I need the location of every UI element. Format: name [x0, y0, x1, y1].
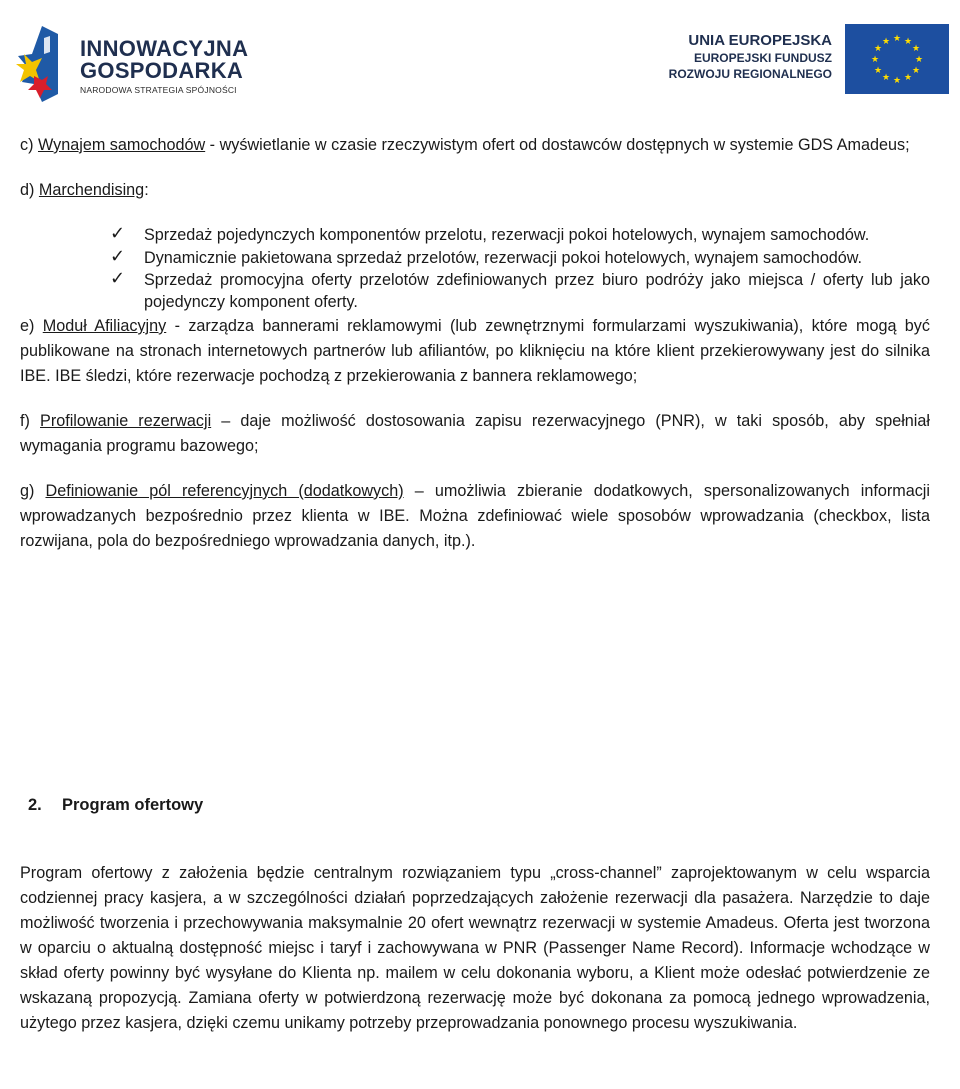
svg-text:★: ★	[873, 66, 883, 76]
item-c	[20, 133, 930, 158]
item-e-text: - zarządza bannerami reklamowymi (lub zewnętrznymi formularzami wyszukiwania), które mogą być publikowane na stronach internetowych partnerów lub afiliantów, po kliknięciu na które klient przekierowywany jest do silnika IBE. IBE śledzi, które rezerwacje pochodzą z przekierowania z bannera reklamowego;	[20, 317, 930, 385]
ig-logo-line2: GOSPODARKA	[80, 58, 244, 83]
innowacyjna-gospodarka-logo	[14, 24, 254, 104]
item-e-prefix: e)	[20, 317, 43, 335]
section-number: 2.	[28, 796, 42, 814]
item-f-text: – daje możliwość dostosowania zapisu rezerwacyjnego (PNR), w taki sposób, aby spełniał wymagania programu bazowego;	[20, 412, 930, 455]
svg-text:★: ★	[873, 44, 883, 54]
item-g-link: Definiowanie pól referencyjnych (dodatkowych)	[45, 482, 404, 500]
page-header	[0, 0, 960, 110]
section-body: Program ofertowy z założenia będzie centralnym rozwiązaniem typu „cross-channel” zaprojektowanym w celu wsparcia codziennej pracy kasjera, a w szczególności działań poprzedzających założenie rezerwacji dla pasażera. Narzędzie to daje możliwość tworzenia i przechowywania maksymalnie 20 ofert wewnątrz rezerwacji w systemie Amadeus. Oferta jest tworzona w oparciu o aktualną dostępność miejsc i taryf i zachowywana w PNR (Passenger Name Record). Informacje wchodzące w skład oferty powinny być wysyłane do Klienta np. mailem w celu dokonania wyboru, a Klient może odesłać potwierdzenie ze wskazaną propozycją. Zamiana oferty w potwierdzoną rezerwację może być dokonana za pomocą jednego wprowadzenia, użytego przez kasjera, dzięki czemu unikamy potrzeby przeprowadzania ponownego procesu wyszukiwania.	[20, 864, 930, 1032]
svg-text:★: ★	[911, 66, 921, 76]
ig-star-emblem-icon	[14, 24, 74, 104]
item-e	[20, 314, 930, 389]
svg-text:★: ★	[870, 55, 880, 65]
svg-text:★: ★	[881, 73, 891, 83]
item-g	[20, 479, 930, 554]
checklist-item	[110, 268, 930, 313]
section-title: Program ofertowy	[62, 796, 204, 814]
item-e-link: Moduł Afiliacyjny	[42, 317, 167, 335]
checklist-item-text: Sprzedaż pojedynczych komponentów przelotu, rezerwacji pokoi hotelowych, wynajem samochodów.	[144, 226, 870, 244]
item-f	[20, 409, 930, 459]
eu-logo-line2: EUROPEJSKI FUNDUSZ	[693, 51, 832, 65]
merchandising-checklist	[20, 225, 930, 313]
checklist-item	[110, 223, 930, 247]
checklist-item-text: Dynamicznie pakietowana sprzedaż przelotów, rezerwacji pokoi hotelowych, wynajem samochodów.	[144, 248, 862, 267]
svg-text:★: ★	[903, 73, 913, 83]
svg-text:★: ★	[914, 55, 924, 65]
checkmark-icon: ✓	[110, 268, 126, 289]
eu-logo-line1: UNIA EUROPEJSKA	[688, 32, 832, 49]
item-f-prefix: f)	[20, 412, 41, 430]
svg-text:★: ★	[892, 34, 902, 44]
svg-text:★: ★	[881, 37, 891, 47]
item-g-prefix: g)	[20, 482, 46, 500]
section-heading	[20, 796, 203, 815]
item-g-text: – umożliwia zbieranie dodatkowych, spersonalizowanych informacji wprowadzanych bezpośrednio przez klienta w IBE. Można zdefiniować wiele sposobów wprowadzania (checkbox, lista rozwijana, pola do bezpośredniego wprowadzania danych, itp.).	[20, 482, 930, 550]
ig-logo-line1: INNOWACYJNA	[80, 36, 249, 61]
checklist-item	[110, 245, 930, 270]
checkmark-icon: ✓	[110, 245, 126, 267]
item-d	[20, 178, 930, 203]
item-c-text: - wyświetlanie w czasie rzeczywistym ofert od dostawców dostępnych w systemie GDS Amadeus;	[205, 136, 910, 154]
item-d-suffix: :	[144, 181, 149, 199]
svg-text:★: ★	[892, 76, 902, 86]
item-d-link: Marchendising	[38, 181, 145, 199]
document-body	[20, 133, 930, 554]
item-c-link: Wynajem samochodów	[37, 136, 206, 154]
item-f-link: Profilowanie rezerwacji	[40, 412, 212, 430]
eu-flag-icon	[845, 24, 949, 94]
svg-text:★: ★	[911, 44, 921, 54]
item-c-prefix: c)	[20, 136, 38, 154]
svg-text:★: ★	[903, 37, 913, 47]
eu-logo-line3: ROZWOJU REGIONALNEGO	[668, 67, 832, 81]
eu-logo	[650, 22, 950, 97]
checkmark-icon: ✓	[110, 223, 126, 244]
ig-logo-line3: NARODOWA STRATEGIA SPÓJNOŚCI	[80, 85, 237, 95]
item-d-prefix: d)	[20, 181, 39, 199]
checklist-item-text: Sprzedaż promocyjna oferty przelotów zdefiniowanych przez biuro podróży jako miejsca / oferty lub jako pojedynczy komponent oferty.	[144, 271, 930, 311]
